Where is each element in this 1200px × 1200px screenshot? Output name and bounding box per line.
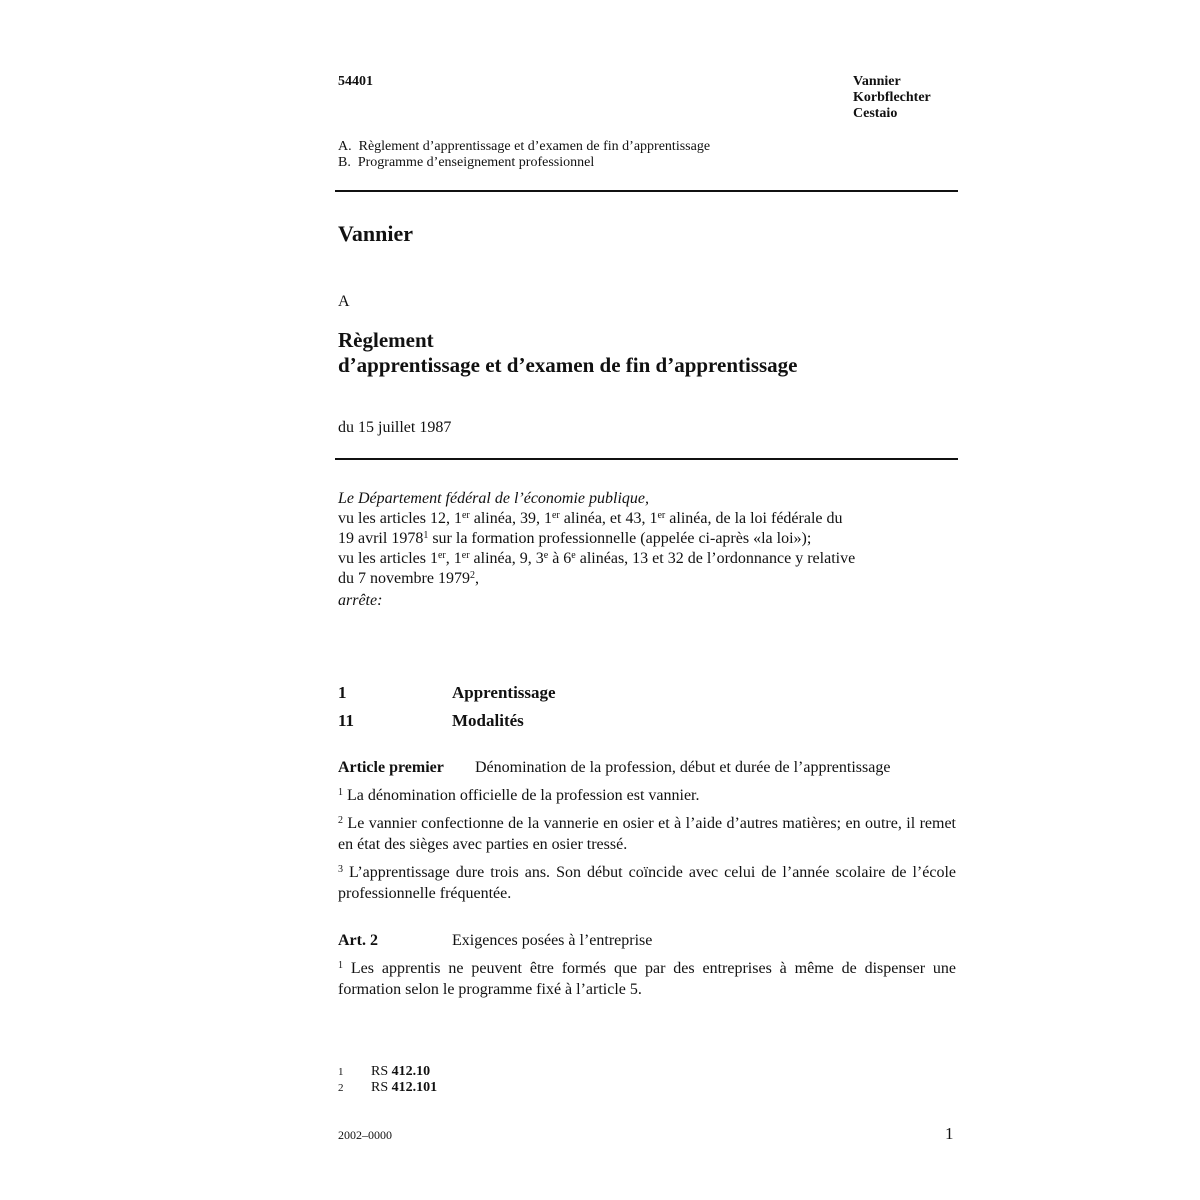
article-2-paragraph-1: $^1$ Les apprentis ne peuvent être formés que par des entreprises à même de dispenser une formation selon le programme fixé à l’article 5.	[338, 960, 956, 998]
preamble-line-2: 19 avril 1978$^1$ sur la formation professionnelle (appelée ci-après «la loi»);	[338, 530, 812, 547]
preamble-arrete: arrête:	[338, 592, 383, 609]
article-1	[338, 757, 956, 911]
footnote-2: 2 RS 412.101	[338, 1080, 438, 1095]
section-number: 1	[338, 683, 347, 702]
preamble-line-1: vu les articles 12, 1er alinéa, 39, 1er alinéa, et 43, 1er alinéa, de la loi fédérale du	[338, 510, 843, 527]
regulation-title	[338, 328, 798, 378]
preamble-line-4: du 7 novembre 1979$^2$,	[338, 570, 479, 587]
document-title: Vannier	[338, 221, 413, 246]
document-number: 2002–0000	[338, 1128, 392, 1142]
part-b-line: B. Programme d’enseignement professionnel	[338, 155, 595, 170]
article-1-paragraph-3: $^3$ L’apprentissage dure trois ans. Son début coïncide avec celui de l’année scolaire de l’école professionnelle fréquentée.	[338, 864, 956, 902]
header-divider	[335, 190, 958, 192]
regulation-title-line2: d’apprentissage et d’examen de fin d’apprentissage	[338, 353, 798, 377]
section-headings	[338, 679, 556, 735]
part-letter: A	[338, 293, 350, 310]
article-2-label: Art. 2	[338, 932, 378, 949]
regulation-title-line1: Règlement	[338, 328, 434, 352]
preamble-line-3: vu les articles 1er, 1er alinéa, 9, 3e à 6e alinéas, 13 et 32 de l’ordonnance y relative	[338, 550, 856, 567]
trade-names	[853, 74, 931, 122]
section-label: Apprentissage	[452, 683, 556, 702]
article-2-heading	[338, 930, 956, 951]
subsection-label: Modalités	[452, 711, 524, 730]
article-1-paragraph-2: $^2$ Le vannier confectionne de la vannerie en osier et à l’aide d’autres matières; en outre, il remet en état des sièges avec parties en osier tressé.	[338, 815, 956, 853]
document-parts	[338, 139, 710, 171]
article-1-heading	[338, 757, 956, 778]
article-1-title: Dénomination de la profession, début et durée de l’apprentissage	[475, 759, 891, 776]
title-divider	[335, 458, 958, 460]
trade-name-de: Korbflechter	[853, 90, 931, 105]
section-heading	[338, 679, 556, 707]
article-2	[338, 930, 956, 1007]
article-1-label: Article premier	[338, 759, 444, 776]
footnote-ref-2[interactable]: 2	[469, 570, 475, 581]
regulation-date: du 15 juillet 1987	[338, 419, 452, 436]
document-code: 54401	[338, 74, 373, 89]
part-a-line: A. Règlement d’apprentissage et d’examen de fin d’apprentissage	[338, 139, 711, 154]
subsection-heading	[338, 707, 556, 735]
footnote-1: 1 RS 412.10	[338, 1064, 431, 1079]
preamble-department: Le Département fédéral de l’économie publique,	[338, 490, 650, 507]
trade-name-it: Cestaio	[853, 106, 898, 121]
page-number: 1	[945, 1124, 954, 1143]
preamble	[338, 489, 938, 611]
subsection-number: 11	[338, 711, 355, 730]
trade-name-fr: Vannier	[853, 74, 901, 89]
footnotes	[338, 1064, 437, 1096]
article-1-paragraph-1: $^1$ La dénomination officielle de la profession est vannier.	[338, 787, 700, 804]
footnote-ref-1[interactable]: 1	[423, 530, 429, 541]
article-2-title: Exigences posées à l’entreprise	[452, 932, 653, 949]
